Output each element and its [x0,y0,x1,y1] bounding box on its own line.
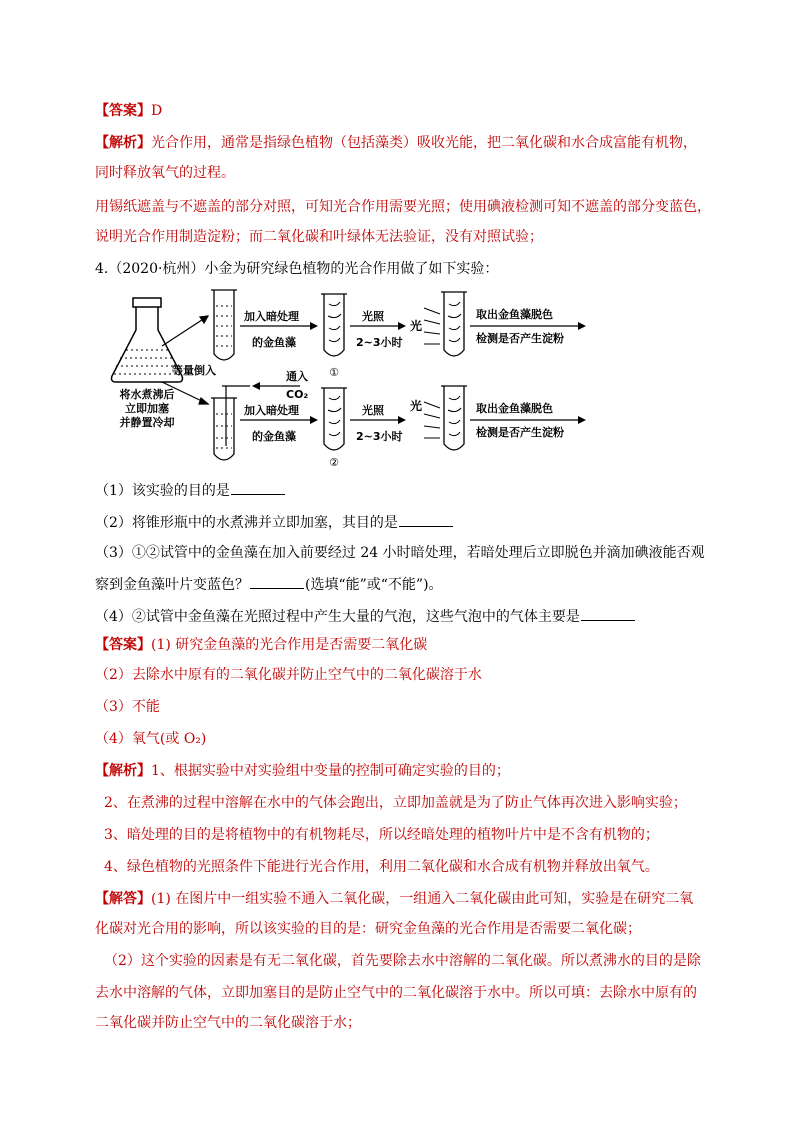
answer-text: (1) 研究金鱼藻的光合作用是否需要二氧化碳 [151,637,428,653]
answer-line-1 [95,102,162,120]
answer-tag: 【答案】 [95,637,151,653]
test-tube-icon [211,386,250,460]
answer-line-2 [95,636,427,654]
solution-line-2: 化碳对光合用的影响，所以该实验的目的是：研究金鱼藻的光合作用是否需要二氧化碳； [95,921,641,937]
answer-blank-1 [231,480,285,495]
detect-label-1: 检测是否产生淀粉 [476,332,564,345]
analysis-line-4: 说明光合作用制造淀粉；而二氧化碳和叶绿体无法验证，没有对照试验； [95,229,543,245]
answer-line-4: （3）不能 [95,699,160,715]
flask-label-1: 将水煮沸后 [119,388,175,401]
sub-question-4-text: （4）②试管中金鱼藻在光照过程中产生大量的气泡，这些气泡中的气体主要是 [95,609,580,625]
flask-label-3: 并静置冷却 [119,416,175,429]
co2-label: CO₂ [286,388,309,401]
sub-question-3-line-2 [95,574,443,594]
test-tube-icon [321,294,347,356]
sub-question-3-line-1: （3）①②试管中的金鱼藻在加入前要经过 24 小时暗处理，若暗处理后立即脱色并滴加碘液能否观 [95,545,705,561]
solution-line-5: 二氧化碳并防止空气中的二氧化碳溶于水； [95,1015,361,1031]
analysis-tag: 【解析】 [95,135,151,151]
answer-blank-4 [581,606,635,621]
test-tube-icon [441,386,467,450]
analysis-text: 1、根据实验中对实验组中变量的控制可确定实验的目的； [151,763,510,779]
light-word-2: 光 [410,399,423,413]
solution-line-4: 去水中溶解的气体，立即加塞目的是防止空气中的二氧化碳溶于水中。所以可填：去除水中原有的 [95,985,697,1001]
remove-label-1: 取出金鱼藻脱色 [476,308,553,321]
answer-blank-3 [250,574,304,589]
dark-treatment-top: 加入暗处理 [244,310,299,323]
flask-label-2: 立即加塞 [125,402,169,415]
fish-weed-bottom: 的金鱼藻 [252,430,296,443]
test-tube-icon [211,290,237,360]
tube-label-1: ① [329,366,339,379]
hours-label-2: 2~3小时 [356,430,403,443]
tube-label-2: ② [329,456,339,466]
question-stem: 4.（2020·杭州）小金为研究绿色植物的光合作用做了如下实验： [95,261,499,277]
analysis2-line-2: 2、在煮沸的过程中溶解在水中的气体会跑出，立即加盖就是为了防止气体再次进入影响实验； [104,795,687,811]
remove-label-2: 取出金鱼藻脱色 [476,402,553,415]
solution-tag: 【解答】 [95,891,151,907]
answer-tag: 【答案】 [95,103,151,119]
answer-value: D [151,103,163,119]
detect-label-2: 检测是否产生淀粉 [476,426,564,439]
solution-text: (1) 在图片中一组实验不通入二氧化碳，一组通入二氧化碳由此可知，实验是在研究二氧 [151,891,694,907]
solution-line-3: （2）这个实验的因素是有无二氧化碳，首先要除去水中溶解的二氧化碳。所以煮沸水的目的是除 [104,953,701,969]
sub-question-3-text: 察到金鱼藻叶片变蓝色？ [95,577,249,593]
sub-question-3-hint: (选填“能”或“不能”)。 [305,577,443,593]
sub-question-2 [95,512,454,532]
test-tube-icon [321,388,347,450]
analysis-text: 光合作用，通常是指绿色植物（包括藻类）吸收光能，把二氧化碳和水合成富能有机物， [151,135,697,151]
analysis-line-3: 用锡纸遮盖与不遮盖的部分对照，可知光合作用需要光照；使用碘液检测可知不遮盖的部分变蓝色， [95,199,711,215]
pour-label: 等量倒入 [172,364,216,377]
light-word-1: 光 [410,319,423,333]
hours-label-1: 2~3小时 [356,336,403,349]
analysis2-line-4: 4、绿色植物的光照条件下能进行光合作用，利用二氧化碳和水合成有机物并释放出氧气。 [104,859,659,875]
analysis-line-1 [95,134,697,152]
co2-in-label: 通入 [286,370,308,383]
analysis2-line-3: 3、暗处理的目的是将植物中的有机物耗尽，所以经暗处理的植物叶片中是不含有机物的； [104,827,659,843]
light-label-1: 光照 [362,310,384,323]
light-rays-bottom [424,402,440,438]
sub-question-2-text: （2）将锥形瓶中的水煮沸并立即加塞，其目的是 [95,515,398,531]
light-label-2: 光照 [362,404,384,417]
answer-line-5: （4）氧气(或 O₂) [95,731,207,747]
light-rays-top [424,308,440,344]
experiment-diagram [100,286,600,466]
analysis2-line-1 [95,762,510,780]
sub-question-1-text: （1）该实验的目的是 [95,483,230,499]
dark-treatment-bottom: 加入暗处理 [244,404,299,417]
sub-question-4 [95,606,636,626]
sub-question-1 [95,480,286,500]
fish-weed-top: 的金鱼藻 [252,336,296,349]
test-tube-icon [441,292,467,356]
analysis-tag: 【解析】 [95,763,151,779]
answer-blank-2 [399,512,453,527]
analysis-line-2: 同时释放氧气的过程。 [95,165,235,181]
solution-line-1 [95,890,693,908]
answer-line-3: （2）去除水中原有的二氧化碳并防止空气中的二氧化碳溶于水 [95,667,482,683]
